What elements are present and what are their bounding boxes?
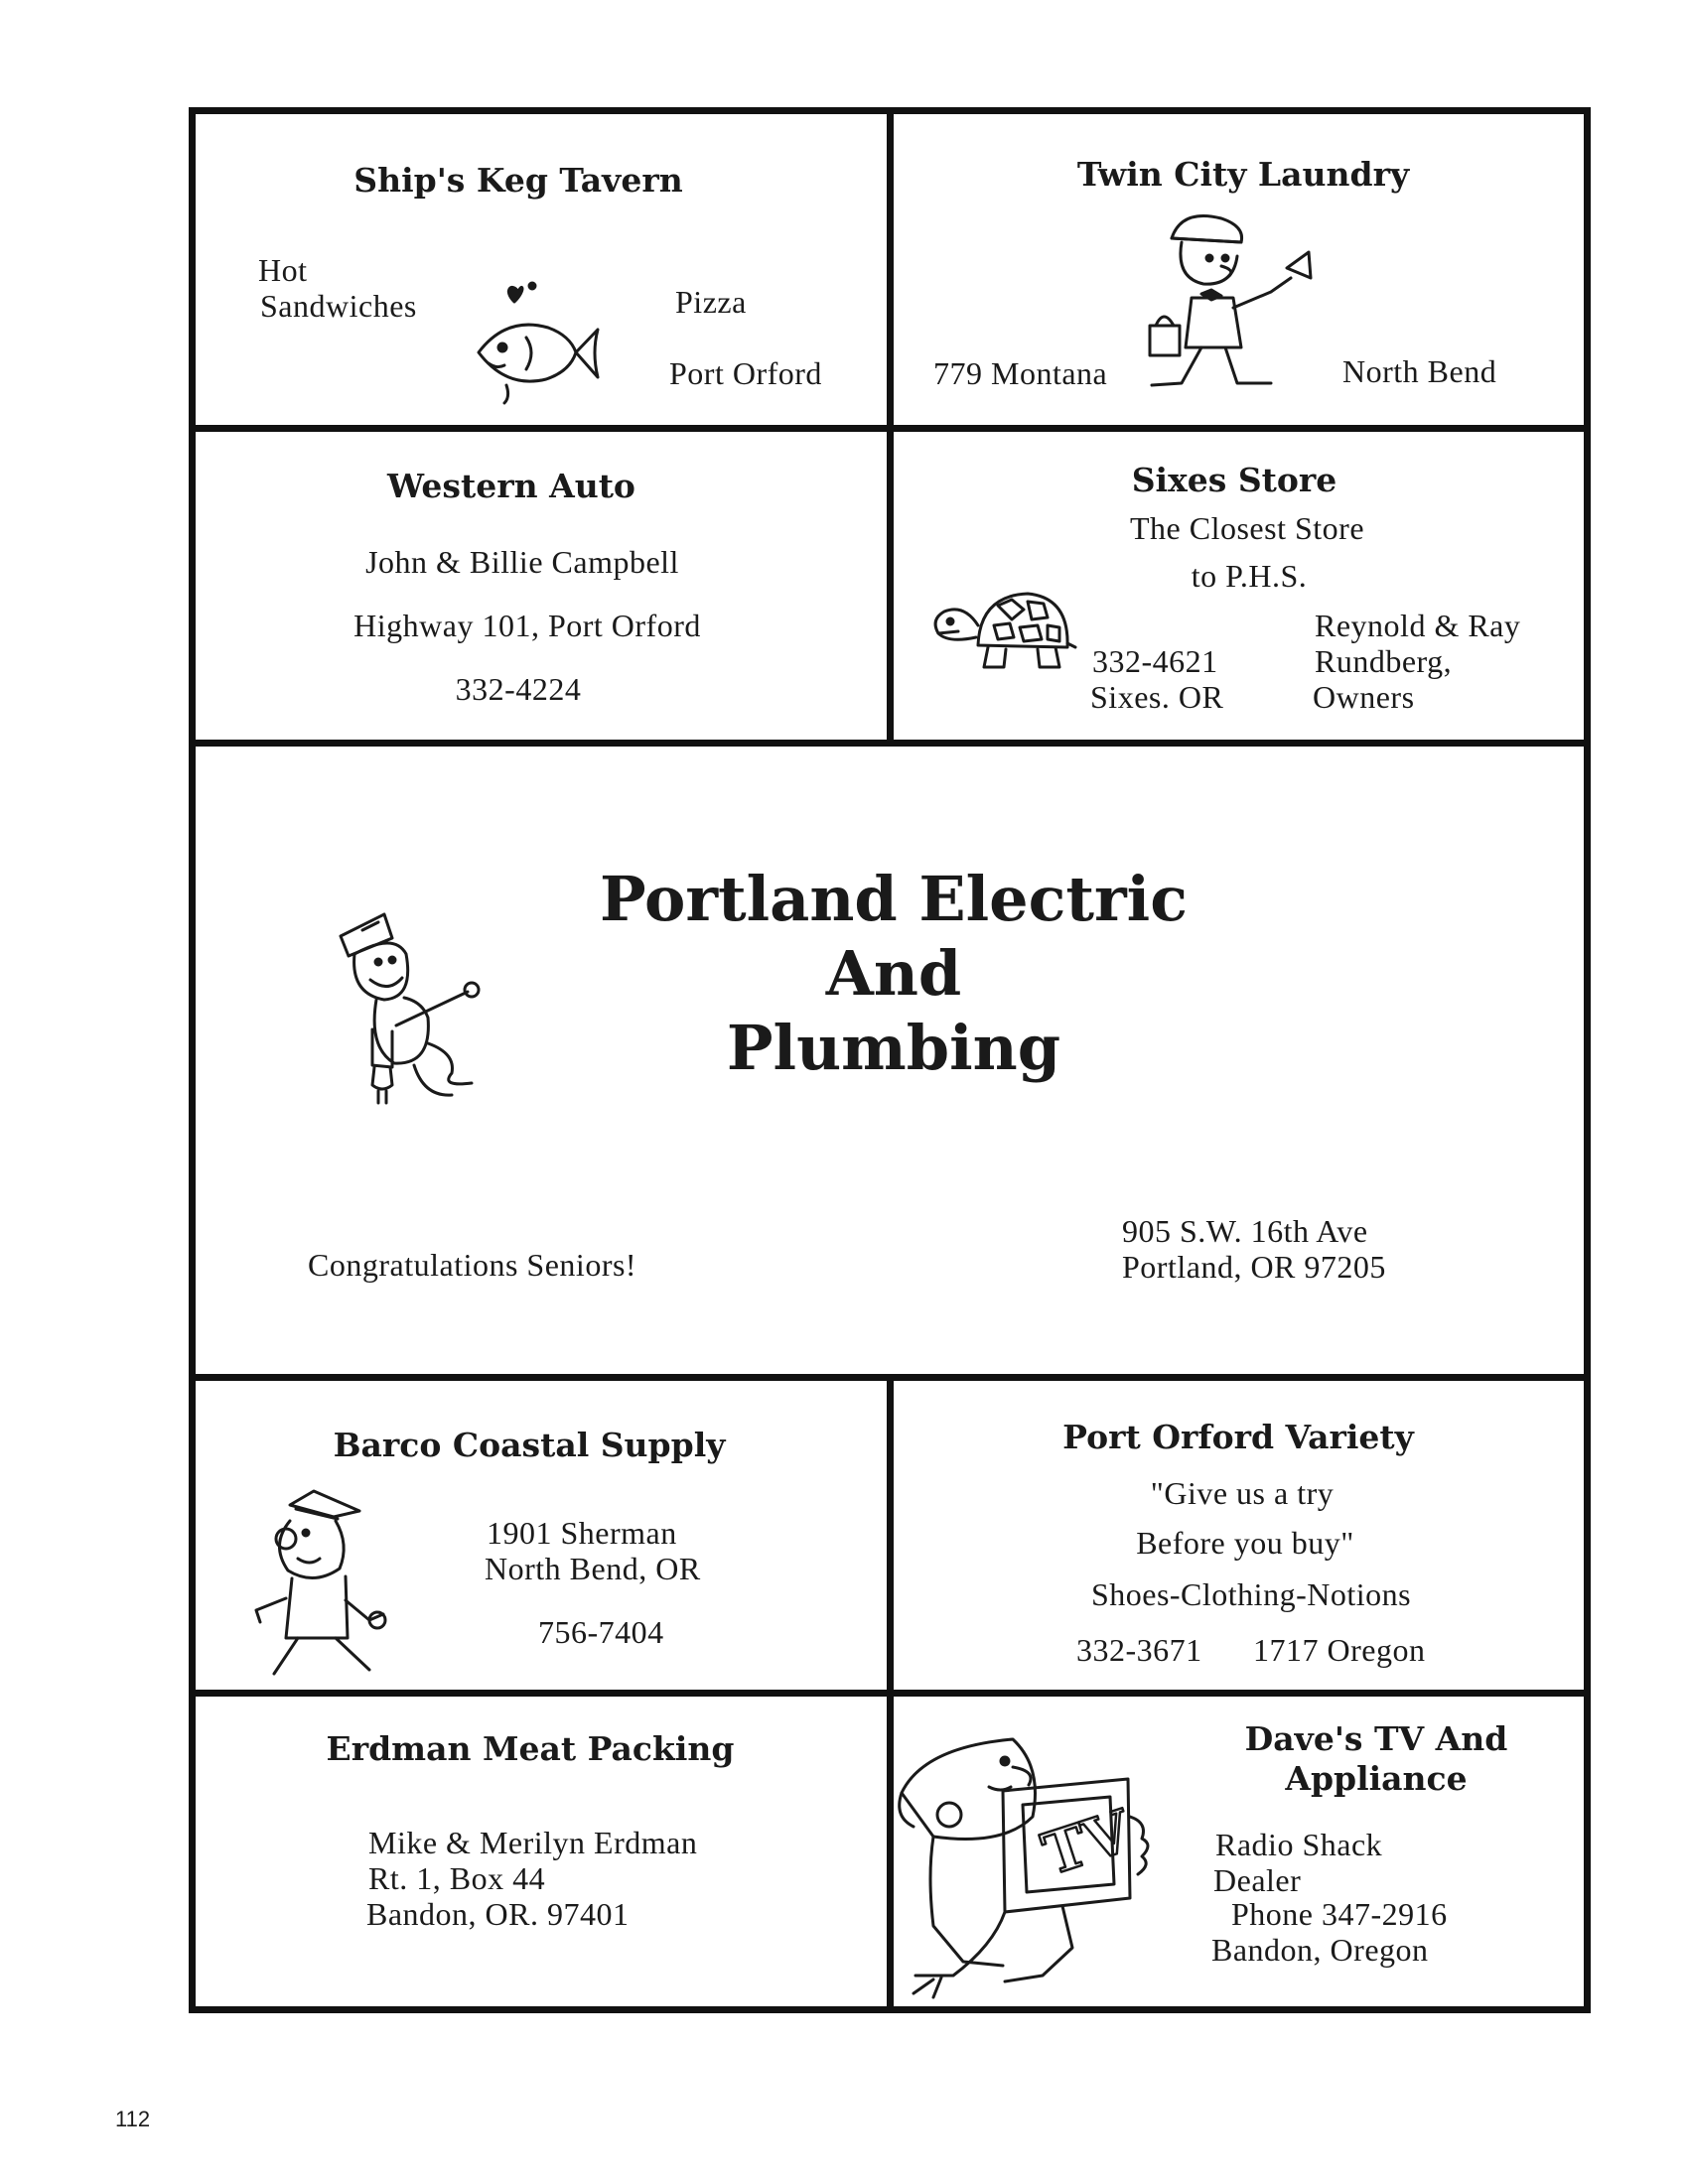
page-number: 112 [115, 2107, 151, 2131]
ad-phone: 332-4224 [455, 671, 582, 707]
ad-address: North Bend, OR [485, 1551, 701, 1586]
turtle-icon [928, 576, 1077, 675]
ad-title: Erdman Meat Packing [326, 1729, 735, 1768]
electrician-icon [333, 898, 511, 1117]
ad-line: Rt. 1, Box 44 [368, 1860, 546, 1896]
ad-text-hot: Hot [258, 252, 308, 288]
ad-line: Bandon, OR. 97401 [366, 1896, 630, 1932]
ad-location: Sixes. OR [1090, 679, 1224, 715]
ad-address: 1717 Oregon [1253, 1632, 1426, 1668]
ad-phone: 756-7404 [538, 1614, 664, 1650]
ad-text-sandwiches: Sandwiches [260, 288, 417, 324]
ad-location: Bandon, Oregon [1211, 1932, 1429, 1968]
ad-phone: 332-3671 [1076, 1632, 1202, 1668]
ad-line: Radio Shack [1215, 1827, 1383, 1862]
laundry-man-icon [1142, 208, 1331, 397]
ad-tagline: "Give us a try [1150, 1475, 1335, 1511]
ad-phone: 332-4621 [1092, 643, 1218, 679]
ad-city: North Bend [1342, 353, 1497, 389]
ad-address: 1901 Sherman [487, 1515, 677, 1551]
ad-tagline: The Closest Store [1129, 510, 1365, 546]
ad-owners: Reynold & Ray [1315, 608, 1521, 643]
divider-row2 [192, 740, 1588, 747]
ad-address: 779 Montana [933, 355, 1108, 391]
ad-title-line2: And [825, 937, 962, 1010]
ad-title-line1: Dave's TV And [1244, 1719, 1508, 1758]
ad-title: Twin City Laundry [1076, 155, 1410, 194]
ad-line: Highway 101, Port Orford [353, 608, 701, 643]
ad-title-line2: Appliance [1285, 1759, 1468, 1798]
ad-title-line1: Portland Electric [600, 863, 1188, 935]
ad-owners: Rundberg, [1315, 643, 1453, 679]
ad-line: Mike & Merilyn Erdman [368, 1825, 698, 1860]
ad-line: Dealer [1213, 1862, 1302, 1898]
sailor-icon [250, 1489, 399, 1678]
ad-tagline: Before you buy" [1136, 1525, 1354, 1561]
ad-title: Port Orford Variety [1062, 1418, 1414, 1456]
ad-goods: Shoes-Clothing-Notions [1090, 1576, 1412, 1612]
ad-title-line3: Plumbing [726, 1012, 1061, 1084]
divider-row4 [192, 1690, 1588, 1697]
ad-phone: Phone 347-2916 [1231, 1896, 1448, 1932]
ad-title: Ship's Keg Tavern [353, 161, 683, 200]
ad-owners: Owners [1313, 679, 1415, 715]
tv-sign-text: TV [1035, 1797, 1139, 1889]
ad-greeting: Congratulations Seniors! [308, 1247, 637, 1283]
fish-icon [467, 278, 606, 417]
divider-row1 [192, 425, 1588, 432]
ad-line: John & Billie Campbell [365, 544, 679, 580]
tv-man-icon [894, 1727, 1192, 2005]
ad-address: Portland, OR 97205 [1122, 1249, 1386, 1285]
ad-text-pizza: Pizza [675, 284, 747, 320]
ad-text-location: Port Orford [669, 355, 822, 391]
ad-title: Barco Coastal Supply [333, 1426, 726, 1464]
ad-title: Sixes Store [1131, 461, 1337, 499]
ad-tagline: to P.H.S. [1191, 558, 1308, 594]
ad-title: Western Auto [387, 467, 635, 505]
ad-address: 905 S.W. 16th Ave [1122, 1213, 1368, 1249]
